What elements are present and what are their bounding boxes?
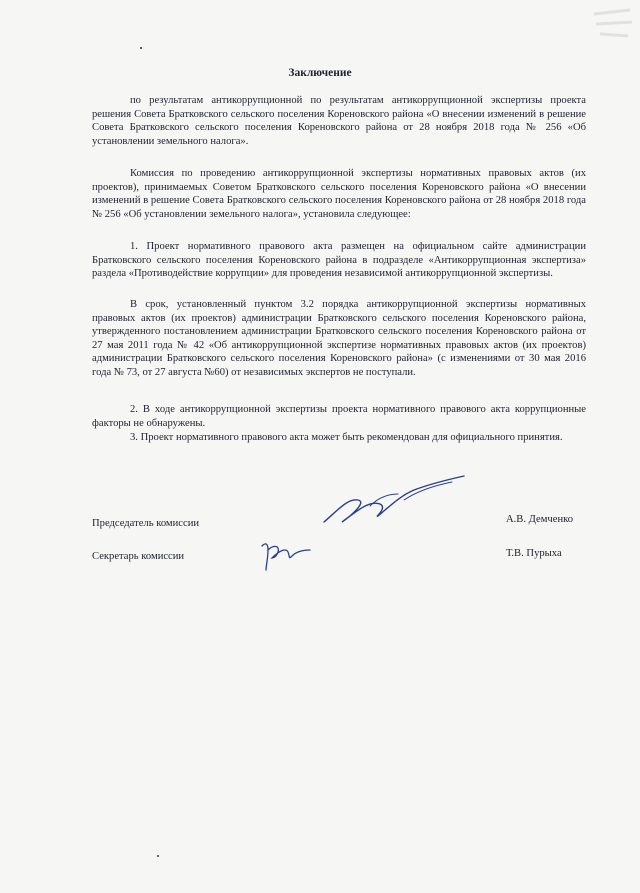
- chairman-role: Председатель комиссии: [92, 518, 200, 529]
- paragraph-item-1: 1. Проект нормативного правового акта размещен на официальном сайте администрации Братковского сельского поселения Кореновского района в подразделе «Антикоррупционная экспертиза» раздела «Противодействие коррупции» для проведения независимой антикоррупционной экспертизы.: [92, 241, 586, 280]
- document-title: Заключение: [288, 67, 352, 79]
- paragraph-item-3: 3. Проект нормативного правового акта может быть рекомендован для официального принятия.: [130, 432, 563, 443]
- scan-artifact: [590, 4, 636, 44]
- scan-speck: [157, 855, 159, 857]
- secretary-name: Т.В. Пурыха: [506, 548, 562, 559]
- secretary-signature: [258, 536, 314, 572]
- chairman-name: А.В. Демченко: [506, 514, 574, 525]
- paragraph-commission: Комиссия по проведению антикоррупционной экспертизы нормативных правовых актов (их проектов), принимаемых Советом Братковского сельского поселения Кореновского района «О внесении изменений в решение Совета Братковского сельского поселения Кореновского района от 28 ноября 2018 года № 256 «Об установлении земельного налога», установила следующее:: [92, 168, 586, 220]
- chairman-signature: [318, 470, 468, 532]
- scan-speck: [140, 47, 142, 49]
- paragraph-term: В срок, установленный пунктом 3.2 порядка антикоррупционной экспертизы нормативных правовых актов (их проектов) администрации Братковского сельского поселения Кореновского района, утвержденного постановлением администрации Братковского сельского поселения Кореновского района от 27 мая 2011 года № 42 «Об антикоррупционной экспертизе нормативных правовых актов (их проектов) администрации Братковского сельского поселения Кореновского района» (с изменениями от 30 мая 2016 года № 73, от 27 августа №60) от независимых экспертов не поступали.: [92, 299, 586, 378]
- paragraph-intro: по результатам антикоррупционной по результатам антикоррупционной экспертизы проекта решения Совета Братковского сельского поселения Кореновского района «О внесении изменений в решение Совета Братковского сельского поселения Кореновского района от 28 ноября 2018 года № 256 «Об установлении земельного налога».: [92, 95, 586, 147]
- secretary-role: Секретарь комиссии: [92, 551, 185, 562]
- paragraph-item-2: 2. В ходе антикоррупционной экспертизы проекта нормативного правового акта коррупционные факторы не обнаружены.: [92, 404, 586, 429]
